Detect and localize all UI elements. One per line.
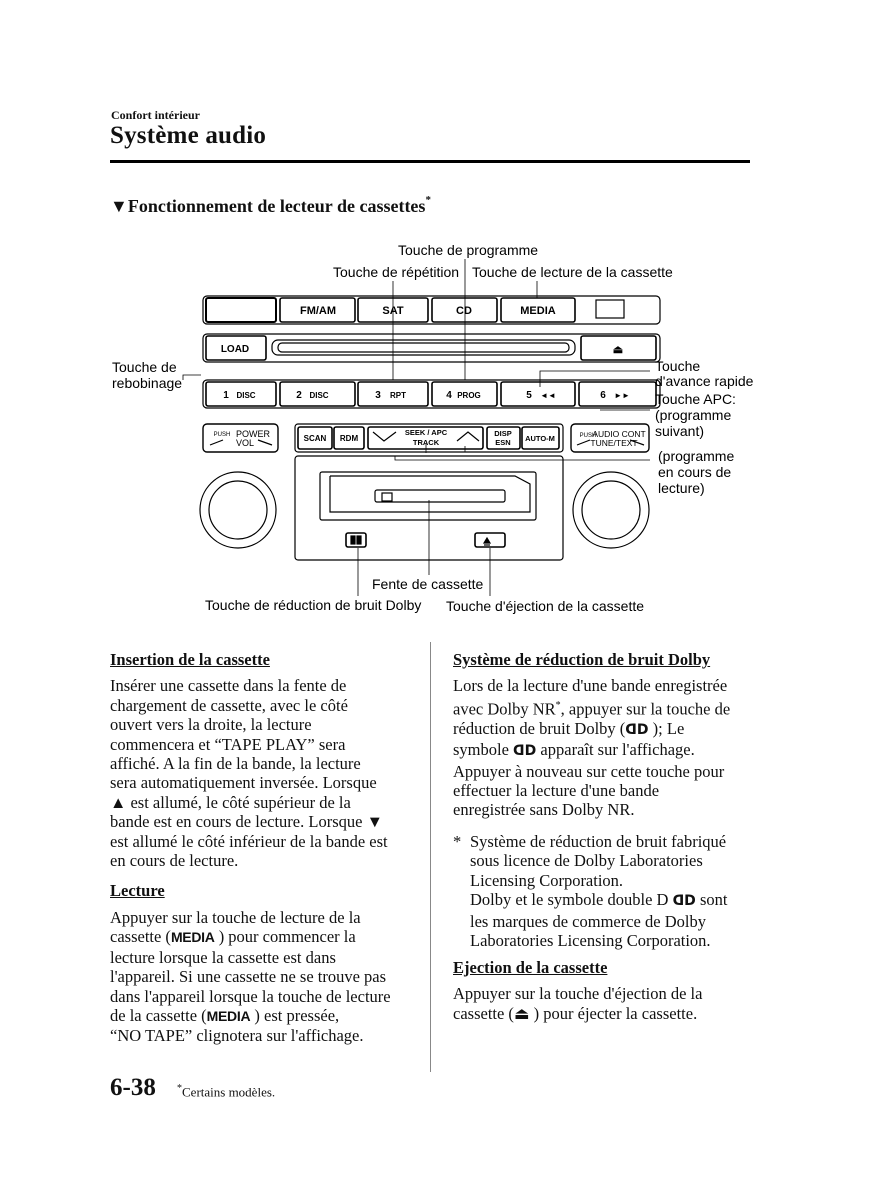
callout-program: Touche de programme bbox=[398, 242, 539, 258]
column-divider bbox=[430, 642, 431, 1072]
dolby-line: avec Dolby NR*, appuyer sur la touche de bbox=[453, 699, 731, 719]
subheading-star: * bbox=[425, 194, 431, 206]
lecture-line: “NO TAPE” clignotera sur l'affichage. bbox=[110, 1026, 364, 1046]
lecture-line: cassette (MEDIA ) pour commencer la bbox=[110, 927, 356, 947]
dolby-line: enregistrée sans Dolby NR. bbox=[453, 800, 635, 820]
seek-apc-label: SEEK / APC bbox=[404, 428, 448, 437]
esn-label: ESN bbox=[495, 438, 511, 447]
preset-1: 1 bbox=[223, 390, 229, 401]
triangle-down-icon: ▼ bbox=[110, 196, 128, 216]
eject-icon: ⏏ bbox=[513, 1003, 530, 1023]
dolby-icon: ᗡᗞ bbox=[672, 893, 696, 910]
lecture-line: dans l'appareil lorsque la touche de lecture bbox=[110, 986, 391, 1006]
page-number: 6-38 bbox=[110, 1074, 156, 1101]
vol-label: VOL bbox=[235, 438, 255, 448]
dolby-line: symbole ᗡᗞ apparaît sur l'affichage. bbox=[453, 740, 695, 760]
callout-rewind-1: Touche de bbox=[112, 359, 177, 375]
disp-button: DISP bbox=[494, 429, 512, 438]
tune-text-label: TUNE/TEXT bbox=[590, 438, 638, 448]
auto-m-button: AUTO-M bbox=[525, 434, 555, 443]
preset-5: 5 bbox=[526, 390, 532, 401]
left-column bbox=[110, 650, 415, 1046]
dolby-line: réduction de bruit Dolby (ᗡᗞ ); Le bbox=[453, 718, 685, 738]
insertion-line: affiché. A la fin de la bande, la lecture bbox=[110, 754, 361, 774]
eject-section bbox=[453, 958, 758, 1023]
media-button-inline: MEDIA bbox=[206, 1007, 251, 1024]
eject-heading: Ejection de la cassette bbox=[453, 958, 608, 977]
footnote: *Certains modèles. bbox=[177, 1083, 276, 1100]
audio-cont-label: AUDIO CONT bbox=[592, 429, 646, 439]
callout-apc-1: Touche APC: bbox=[655, 391, 736, 407]
scan-button: SCAN bbox=[303, 434, 327, 443]
insertion-line: Insérer une cassette dans la fente de bbox=[110, 676, 347, 696]
lecture-line: Appuyer sur la touche de lecture de la bbox=[110, 907, 361, 927]
callout-current-1: (programme bbox=[658, 448, 735, 464]
callout-current-2: en cours de bbox=[658, 464, 732, 480]
note-line: les marques de commerce de Dolby bbox=[470, 911, 706, 931]
media-button: MEDIA bbox=[520, 305, 556, 317]
fm-am-button: FM/AM bbox=[299, 305, 337, 317]
note-line: Système de réduction de bruit fabriqué bbox=[470, 832, 727, 851]
preset-6: 6 bbox=[600, 390, 606, 401]
preset-3-sub: RPT bbox=[390, 391, 406, 400]
section-label: Confort intérieur bbox=[111, 108, 200, 122]
eject-line: Appuyer sur la touche d'éjection de la bbox=[453, 984, 703, 1004]
trademark-note bbox=[470, 832, 760, 950]
subheading-text: Fonctionnement de lecteur de cassettes bbox=[127, 196, 426, 216]
insertion-line: commencera et “TAPE PLAY” sera bbox=[110, 734, 346, 754]
eject-button: ⏏ bbox=[612, 344, 624, 356]
power-label: POWER bbox=[235, 429, 271, 439]
dolby-icon: ᗡᗞ bbox=[513, 743, 537, 760]
right-column bbox=[453, 650, 758, 820]
rdm-button: RDM bbox=[339, 434, 359, 443]
lecture-heading: Lecture bbox=[110, 881, 165, 901]
preset-6-sub: ►► bbox=[614, 391, 630, 400]
callout-repeat: Touche de répétition bbox=[333, 264, 460, 280]
insertion-line: bande est en cours de lecture. Lorsque ▼ bbox=[110, 812, 383, 832]
insertion-line: en cours de lecture. bbox=[110, 851, 239, 871]
preset-4-sub: PROG bbox=[457, 391, 481, 400]
insertion-line: chargement de cassette, avec le côté bbox=[110, 695, 348, 715]
media-button-inline: MEDIA bbox=[170, 929, 215, 946]
preset-3: 3 bbox=[375, 390, 381, 401]
callout-ff-2: d'avance rapide bbox=[655, 373, 754, 389]
cd-button: CD bbox=[456, 305, 472, 317]
load-button: LOAD bbox=[220, 344, 250, 355]
callout-rewind-2: rebobinage bbox=[112, 375, 183, 391]
lecture-line: lecture lorsque la cassette est dans bbox=[110, 947, 336, 967]
callout-ff-1: Touche bbox=[655, 358, 701, 374]
preset-5-sub: ◄◄ bbox=[540, 391, 556, 400]
audio-push: PUSH bbox=[579, 433, 597, 439]
note-line: Dolby et le symbole double D ᗡᗞ sont bbox=[470, 890, 728, 910]
lecture-line: de la cassette (MEDIA ) est pressée, bbox=[110, 1005, 340, 1025]
note-line: sous licence de Dolby Laboratories bbox=[470, 851, 703, 871]
dolby-line: Appuyer à nouveau sur cette touche pour bbox=[453, 761, 725, 781]
dolby-heading: Système de réduction de bruit Dolby bbox=[453, 650, 711, 669]
dolby-line: effectuer la lecture d'une bande bbox=[453, 780, 660, 800]
dolby-line: Lors de la lecture d'une bande enregistrée bbox=[453, 676, 728, 696]
insertion-line: sera automatiquement inversée. Lorsque bbox=[110, 773, 377, 793]
note-line: Licensing Corporation. bbox=[470, 870, 624, 890]
note-line: Laboratories Licensing Corporation. bbox=[470, 931, 711, 951]
note-star: * bbox=[453, 832, 462, 851]
track-label: TRACK bbox=[412, 438, 440, 447]
preset-1-sub: DISC bbox=[236, 391, 256, 400]
eject-line: cassette (⏏ ) pour éjecter la cassette. bbox=[453, 1003, 698, 1023]
insertion-heading: Insertion de la cassette bbox=[110, 650, 270, 669]
callout-apc-3: suivant) bbox=[655, 423, 705, 439]
preset-2-sub: DISC bbox=[309, 391, 329, 400]
callout-current-3: lecture) bbox=[658, 480, 705, 496]
preset-2: 2 bbox=[296, 390, 302, 401]
callout-apc-2: (programme bbox=[655, 407, 732, 423]
sat-button: SAT bbox=[382, 305, 404, 317]
insertion-line: ouvert vers la droite, la lecture bbox=[110, 715, 312, 735]
page-title: Système audio bbox=[110, 122, 267, 149]
power-push: PUSH bbox=[213, 432, 231, 438]
preset-4: 4 bbox=[446, 390, 452, 401]
callout-eject: Touche d'éjection de la cassette bbox=[446, 598, 645, 614]
insertion-line: ▲ est allumé, le côté supérieur de la bbox=[110, 792, 351, 812]
callout-tape-play: Touche de lecture de la cassette bbox=[472, 264, 673, 280]
callout-slot: Fente de cassette bbox=[372, 576, 484, 592]
dolby-icon: ᗡᗞ bbox=[625, 721, 649, 738]
callout-dolby: Touche de réduction de bruit Dolby bbox=[205, 597, 422, 613]
lecture-line: l'appareil. Si une cassette ne se trouve pas bbox=[110, 967, 387, 987]
insertion-line: est allumé le côté inférieur de la bande est bbox=[110, 831, 388, 851]
